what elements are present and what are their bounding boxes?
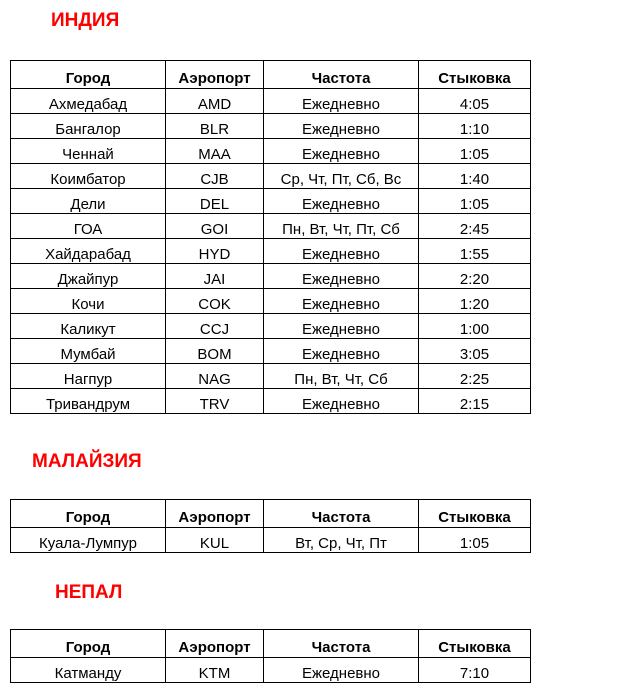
frequency-cell: Пн, Вт, Чт, Сб <box>264 364 419 389</box>
frequency-cell: Ежедневно <box>264 389 419 414</box>
airport-cell: JAI <box>166 264 264 289</box>
section-title-malaysia: МАЛАЙЗИЯ <box>32 451 142 472</box>
city-cell: Мумбай <box>11 339 166 364</box>
connection-cell: 1:55 <box>419 239 531 264</box>
city-cell: Дели <box>11 189 166 214</box>
city-cell: Ахмедабад <box>11 89 166 114</box>
section-title-nepal: НЕПАЛ <box>55 582 123 603</box>
frequency-cell: Ежедневно <box>264 189 419 214</box>
table-header-row <box>11 500 531 528</box>
frequency-cell: Ежедневно <box>264 339 419 364</box>
malaysia-flights-table <box>10 499 531 553</box>
connection-cell: 2:25 <box>419 364 531 389</box>
city-cell: Каликут <box>11 314 166 339</box>
table-row <box>11 289 531 314</box>
header-airport: Аэропорт <box>166 630 264 658</box>
frequency-cell: Ежедневно <box>264 289 419 314</box>
table-row <box>11 239 531 264</box>
frequency-cell: Пн, Вт, Чт, Пт, Сб <box>264 214 419 239</box>
table-row <box>11 389 531 414</box>
airport-cell: CJB <box>166 164 264 189</box>
section-title-india: ИНДИЯ <box>51 10 120 31</box>
city-cell: Кочи <box>11 289 166 314</box>
city-cell: Хайдарабад <box>11 239 166 264</box>
connection-cell: 7:10 <box>419 658 531 683</box>
city-cell: Коимбатор <box>11 164 166 189</box>
table-row <box>11 214 531 239</box>
city-cell: Катманду <box>11 658 166 683</box>
airport-cell: KTM <box>166 658 264 683</box>
airport-cell: AMD <box>166 89 264 114</box>
header-connection: Стыковка <box>419 500 531 528</box>
table-row <box>11 89 531 114</box>
connection-cell: 4:05 <box>419 89 531 114</box>
connection-cell: 2:45 <box>419 214 531 239</box>
frequency-cell: Вт, Ср, Чт, Пт <box>264 528 419 553</box>
airport-cell: KUL <box>166 528 264 553</box>
header-frequency: Частота <box>264 630 419 658</box>
header-connection: Стыковка <box>419 630 531 658</box>
table-row <box>11 189 531 214</box>
airport-cell: CCJ <box>166 314 264 339</box>
table-header-row <box>11 630 531 658</box>
india-flights-table <box>10 60 531 414</box>
frequency-cell: Ежедневно <box>264 139 419 164</box>
airport-cell: GOI <box>166 214 264 239</box>
frequency-cell: Ежедневно <box>264 314 419 339</box>
table-row <box>11 164 531 189</box>
airport-cell: TRV <box>166 389 264 414</box>
table-row <box>11 139 531 164</box>
header-city: Город <box>11 500 166 528</box>
table-row <box>11 114 531 139</box>
airport-cell: DEL <box>166 189 264 214</box>
city-cell: Ченнай <box>11 139 166 164</box>
frequency-cell: Ежедневно <box>264 264 419 289</box>
frequency-cell: Ср, Чт, Пт, Сб, Вс <box>264 164 419 189</box>
airport-cell: BOM <box>166 339 264 364</box>
city-cell: Джайпур <box>11 264 166 289</box>
header-frequency: Частота <box>264 500 419 528</box>
table-row <box>11 528 531 553</box>
header-connection: Стыковка <box>419 61 531 89</box>
city-cell: Бангалор <box>11 114 166 139</box>
connection-cell: 1:40 <box>419 164 531 189</box>
nepal-flights-table <box>10 629 531 683</box>
airport-cell: BLR <box>166 114 264 139</box>
frequency-cell: Ежедневно <box>264 114 419 139</box>
connection-cell: 1:05 <box>419 139 531 164</box>
frequency-cell: Ежедневно <box>264 658 419 683</box>
airport-cell: NAG <box>166 364 264 389</box>
header-airport: Аэропорт <box>166 500 264 528</box>
table-header-row <box>11 61 531 89</box>
frequency-cell: Ежедневно <box>264 239 419 264</box>
frequency-cell: Ежедневно <box>264 89 419 114</box>
airport-cell: MAA <box>166 139 264 164</box>
header-airport: Аэропорт <box>166 61 264 89</box>
connection-cell: 1:05 <box>419 189 531 214</box>
header-frequency: Частота <box>264 61 419 89</box>
city-cell: Тривандрум <box>11 389 166 414</box>
connection-cell: 3:05 <box>419 339 531 364</box>
connection-cell: 2:20 <box>419 264 531 289</box>
connection-cell: 1:20 <box>419 289 531 314</box>
connection-cell: 1:00 <box>419 314 531 339</box>
city-cell: Нагпур <box>11 364 166 389</box>
table-row <box>11 364 531 389</box>
connection-cell: 1:05 <box>419 528 531 553</box>
city-cell: Куала-Лумпур <box>11 528 166 553</box>
connection-cell: 2:15 <box>419 389 531 414</box>
airport-cell: HYD <box>166 239 264 264</box>
city-cell: ГОА <box>11 214 166 239</box>
airport-cell: COK <box>166 289 264 314</box>
table-row <box>11 339 531 364</box>
header-city: Город <box>11 630 166 658</box>
table-row <box>11 264 531 289</box>
connection-cell: 1:10 <box>419 114 531 139</box>
table-row <box>11 658 531 683</box>
header-city: Город <box>11 61 166 89</box>
table-row <box>11 314 531 339</box>
